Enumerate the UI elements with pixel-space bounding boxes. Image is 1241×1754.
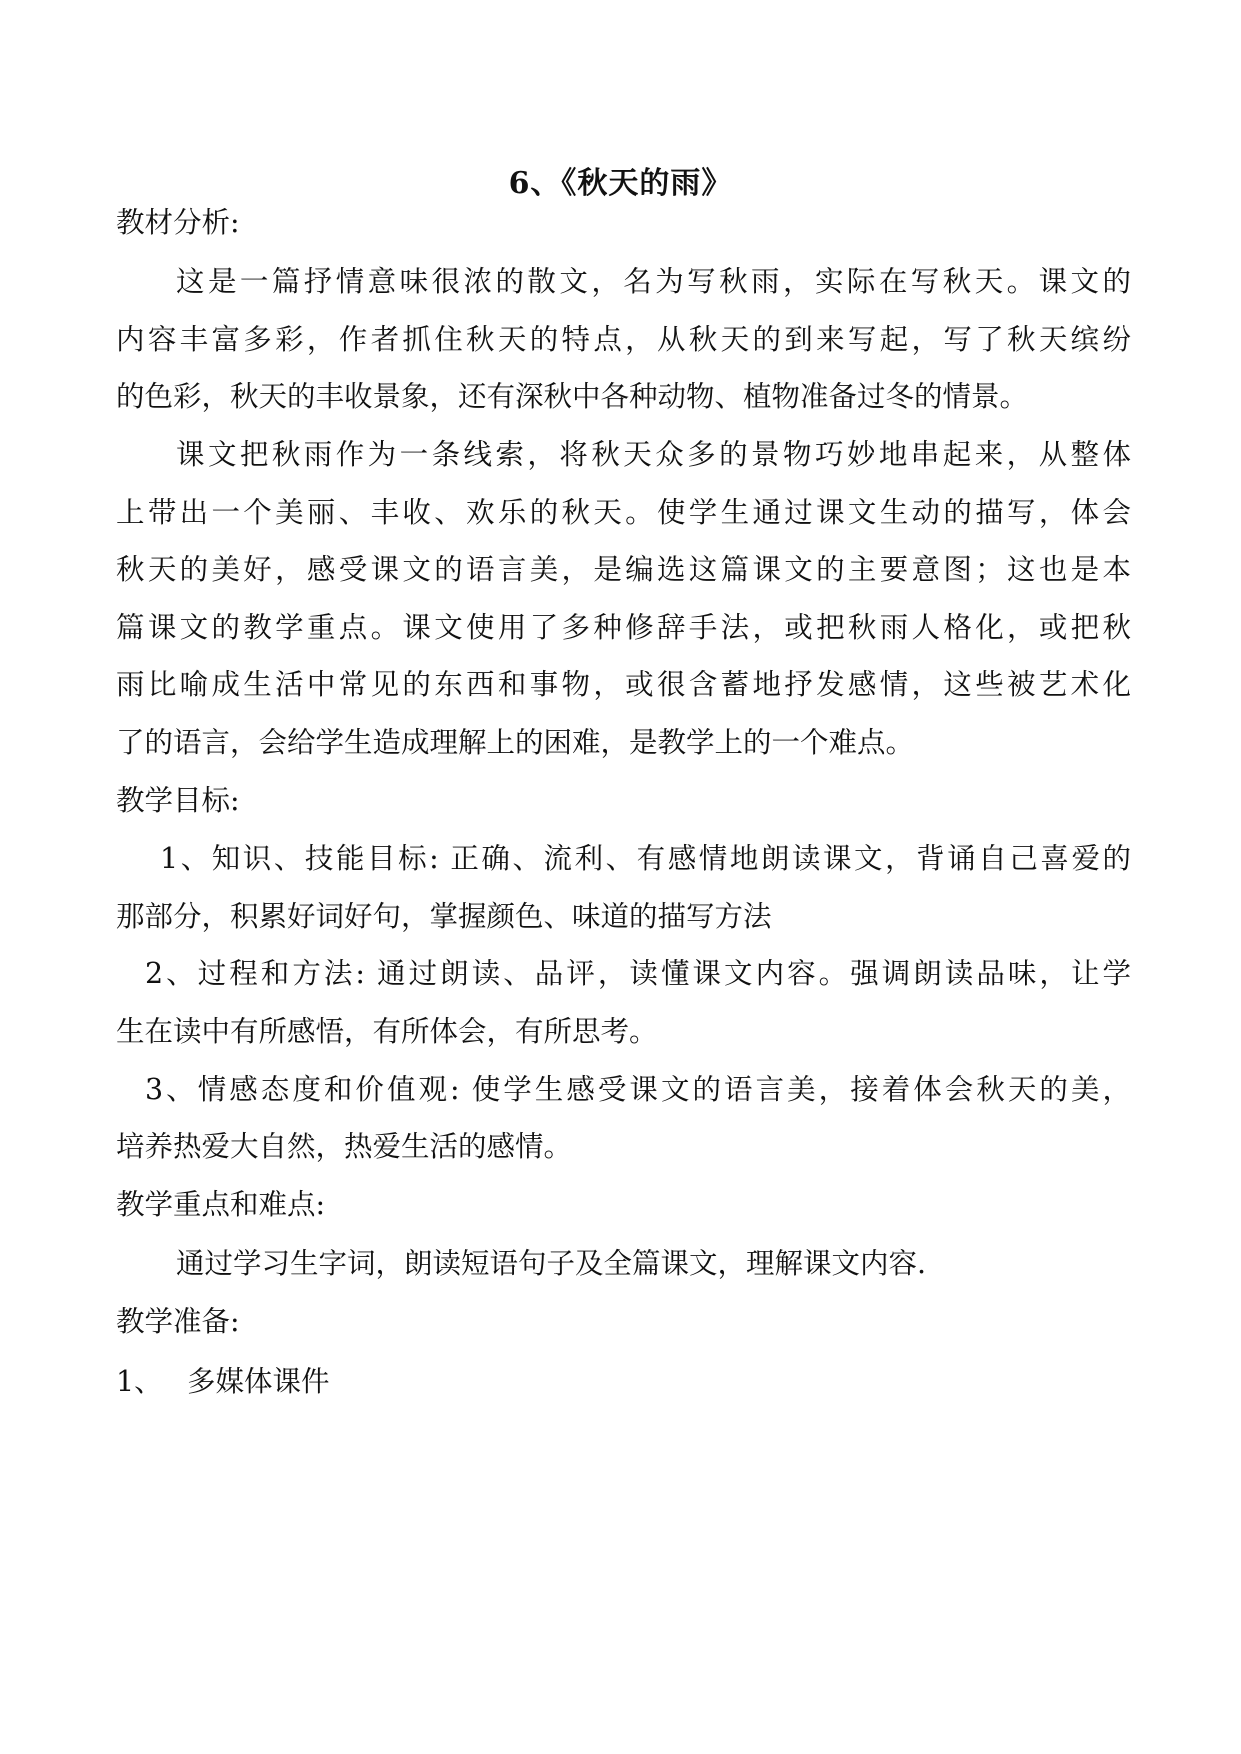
analysis-p1-line-1: 这是一篇抒情意味很浓的散文，名为写秋雨，实际在写秋天。课文的: [176, 265, 1131, 298]
section-heading-focus: 教学重点和难点:: [116, 1188, 326, 1221]
analysis-p1-line-2: 内容丰富多彩，作者抓住秋天的特点，从秋天的到来写起，写了秋天缤纷: [116, 323, 1131, 356]
goal-3-line-1: 3、情感态度和价值观: 使学生感受课文的语言美，接着体会秋天的美，: [145, 1073, 1131, 1106]
analysis-p1-line-3: 的色彩，秋天的丰收景象，还有深秋中各种动物、植物准备过冬的情景。: [116, 380, 1029, 413]
analysis-p2-line-5: 雨比喻成生活中常见的东西和事物，或很含蓄地抒发感情，这些被艺术化: [116, 668, 1131, 701]
goal-2-line-2: 生在读中有所感悟，有所体会，有所思考。: [116, 1015, 658, 1048]
goal-1-line-1: 1、知识、技能目标: 正确、流利、有感情地朗读课文，背诵自己喜爱的: [160, 842, 1131, 875]
analysis-p2-line-2: 上带出一个美丽、丰收、欢乐的秋天。使学生通过课文生动的描写，体会: [116, 496, 1131, 529]
analysis-p2-line-3: 秋天的美好，感受课文的语言美，是编选这篇课文的主要意图；这也是本: [116, 553, 1131, 586]
analysis-p2-line-4: 篇课文的教学重点。课文使用了多种修辞手法，或把秋雨人格化，或把秋: [116, 611, 1131, 644]
document-title: 6、《秋天的雨》: [508, 166, 733, 201]
goal-3-line-2: 培养热爱大自然，热爱生活的感情。: [116, 1130, 573, 1163]
goal-2-line-1: 2、过程和方法: 通过朗读、品评，读懂课文内容。强调朗读品味，让学: [145, 957, 1131, 990]
section-heading-analysis: 教材分析:: [116, 206, 240, 239]
section-heading-goals: 教学目标:: [116, 784, 240, 817]
prep-item-text: 多媒体课件: [187, 1365, 330, 1398]
focus-text: 通过学习生字词，朗读短语句子及全篇课文，理解课文内容.: [176, 1247, 927, 1280]
section-heading-prep: 教学准备:: [116, 1305, 240, 1338]
goal-1-line-2: 那部分，积累好词好句，掌握颜色、味道的描写方法: [116, 900, 772, 933]
prep-item-number: 1、: [116, 1365, 163, 1398]
analysis-p2-line-1: 课文把秋雨作为一条线索，将秋天众多的景物巧妙地串起来，从整体: [176, 438, 1131, 471]
analysis-p2-line-6: 了的语言，会给学生造成理解上的困难，是教学上的一个难点。: [116, 726, 915, 759]
